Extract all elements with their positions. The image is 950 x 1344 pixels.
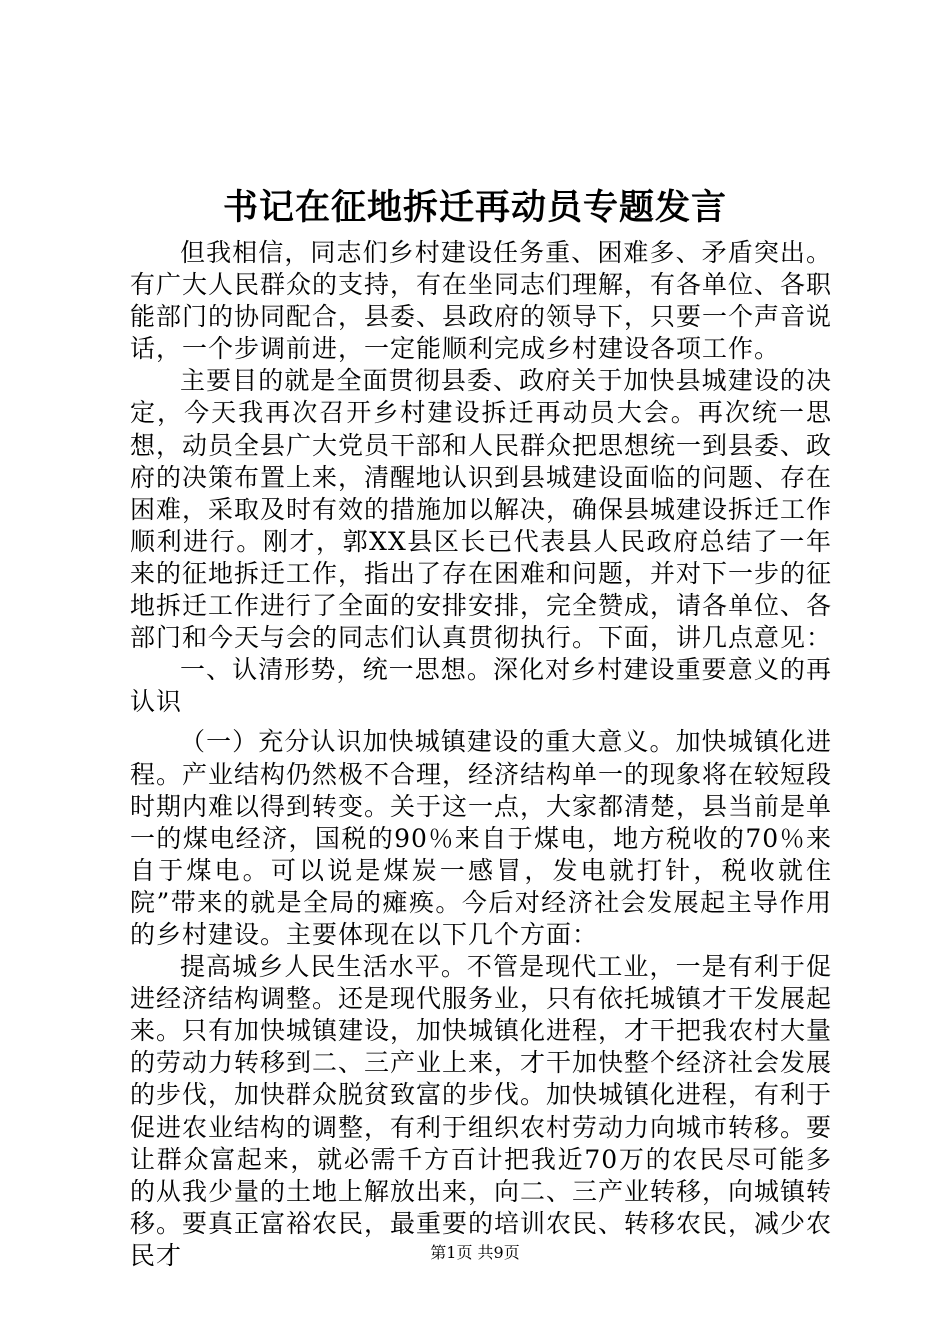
paragraph-subsection-1: （一）充分认识加快城镇建设的重大意义。加快城镇化进程。产业结构仍然极不合理，经济结构单一的现象将在较短段时期内难以得到转变。关于这一点，大家都清楚，县当前是单一的煤电经济，国税的90％来自于煤电，地方税收的70％来自于煤电。可以说是煤炭一感冒，发电就打针，税收就住院”带来的就是全局的瘫痪。今后对经济社会发展起主导作用的乡村建设。主要体现在以下几个方面： — [130, 727, 833, 949]
document-body — [130, 237, 832, 1272]
document-title: 书记在征地拆迁再动员专题发言 — [222, 187, 727, 228]
section-heading-1: 一、认清形势，统一思想。深化对乡村建设重要意义的再认识 — [130, 655, 832, 717]
paragraph-intro: 但我相信，同志们乡村建设任务重、困难多、矛盾突出。有广大人民群众的支持，有在坐同志们理解，有各单位、各职能部门的协同配合，县委、县政府的领导下，只要一个声音说话，一个步调前进，一定能顺利完成乡村建设各项工作。 — [130, 238, 833, 364]
paragraph-purpose: 主要目的就是全面贯彻县委、政府关于加快县城建设的决定，今天我再次召开乡村建设拆迁再动员大会。再次统一思想，动员全县广大党员干部和人民群众把思想统一到县委、政府的决策布置上来，清醒地认识到县城建设面临的问题、存在困难，采取及时有效的措施加以解决，确保县城建设拆迁工作顺利进行。刚才，郭XX县区长已代表县人民政府总结了一年来的征地拆迁工作，指出了存在困难和问题，并对下一步的征地拆迁工作进行了全面的安排安排，完全赞成，请各单位、各部门和今天与会的同志们认真贯彻执行。下面，讲几点意见： — [130, 366, 833, 653]
page-number-footer: 第1页 共9页 — [430, 1243, 520, 1262]
paragraph-living-standards: 提高城乡人民生活水平。不管是现代工业，一是有利于促进经济结构调整。还是现代服务业，只有依托城镇才干发展起来。只有加快城镇建设，加快城镇化进程，才干把我农村大量的劳动力转移到二、三产业上来，才干加快整个经济社会发展的步伐，加快群众脱贫致富的步伐。加快城镇化进程，有利于促进农业结构的调整，有利于组织农村劳动力向城市转移。要让群众富起来，就必需千方百计把我近70万的农民尽可能多的从我少量的土地上解放出来，向二、三产业转移，向城镇转移。要真正富裕农民，最重要的培训农民、转移农民，减少农民才 — [130, 952, 833, 1270]
